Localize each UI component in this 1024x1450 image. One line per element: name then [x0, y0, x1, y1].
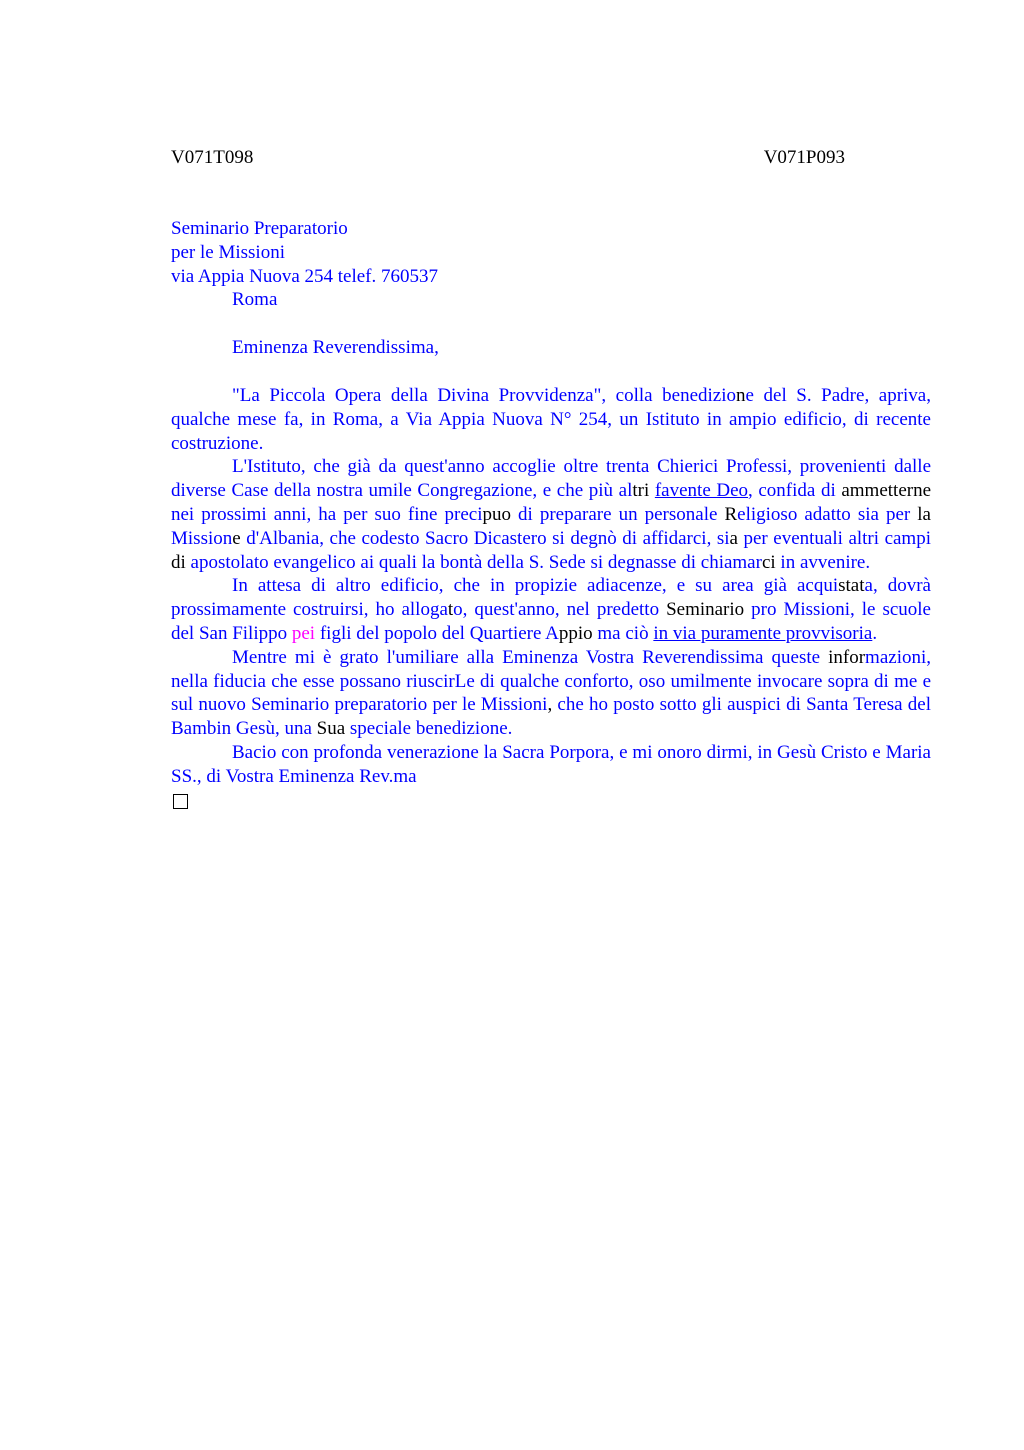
text-run: che ho posto sotto gli auspici di Santa Teresa del Bambin Gesù, una — [171, 694, 931, 740]
text-run: nei prossimi anni, ha per suo fine preci — [171, 503, 483, 525]
address-line: per le Missioni — [171, 241, 285, 263]
text-run: "La Piccola Opera della Divina Provvidenza", colla benedizio — [232, 384, 737, 406]
text-run: speciale benedizione. — [345, 718, 513, 740]
address-line: Seminario Preparatorio — [171, 218, 348, 239]
text-run: a, dovrà prossimamente costruirsi, ho alloga — [171, 575, 931, 621]
paragraph-5 — [171, 741, 931, 789]
text-run: eligioso adatto sia per — [737, 503, 918, 525]
text-run: Seminario — [666, 599, 745, 621]
paragraph-2 — [171, 455, 931, 574]
text-run: figli del popolo del Quartiere A — [315, 622, 559, 644]
reference-right: V071P093 — [763, 147, 845, 168]
reference-header — [171, 146, 845, 170]
text-run: Sua — [316, 718, 346, 740]
text-run: t — [447, 599, 454, 621]
text-run: Bacio con profonda venerazione la Sacra Porpora, e mi onoro dirmi, in Gesù Cristo e Maria SS., di Vostra Eminenza Rev.ma — [171, 741, 931, 787]
text-run: a — [729, 527, 738, 549]
underlined-phrase: favente Deo — [654, 480, 749, 502]
text-run: per eventuali altri campi — [737, 527, 931, 549]
address-line: via Appia Nuova 254 telef. 760537 — [171, 265, 439, 287]
text-run: io — [577, 622, 593, 644]
text-run: di — [171, 551, 186, 573]
paragraph-3 — [171, 574, 931, 645]
text-run: n — [736, 384, 746, 406]
text-run: la — [917, 503, 931, 525]
text-run: , — [547, 694, 553, 716]
highlighted-word: pei — [291, 622, 316, 644]
text-run: e del S. Padre, apriva, qualche mese fa, in Roma, a Via Appia Nuova N° 254, un Istituto in ampio edificio, di recente costruzione. — [171, 384, 931, 454]
text-run: ci — [761, 551, 776, 573]
address-city: Roma — [232, 289, 278, 311]
sender-address — [171, 217, 931, 312]
text-run: in avvenire. — [775, 551, 871, 573]
text-run: di preparare un personale — [510, 503, 725, 525]
text-run: e — [232, 527, 241, 549]
paragraph-4 — [171, 646, 931, 741]
text-run: pp — [558, 622, 578, 644]
text-run: Mission — [171, 527, 233, 549]
text-run: tri — [632, 480, 650, 502]
text-run: ammetterne — [841, 480, 932, 502]
text-run: mazioni, nella fiducia che esse possano riuscirLe di qualche conforto, oso umilmente invocare sopra di me e sul nuovo Seminario preparatorio per le Missioni — [171, 646, 931, 716]
text-run: puo — [482, 503, 511, 525]
text-run: , confida di — [748, 480, 836, 502]
document-page — [171, 146, 931, 809]
text-run: Mentre mi è grato l'umiliare alla Eminenza Vostra Reverendissima queste — [232, 646, 829, 668]
text-run: . — [872, 622, 878, 644]
paragraph-1 — [171, 384, 931, 455]
text-run: R — [724, 503, 738, 525]
text-run: apostolato evangelico ai quali la bontà della S. Sede si degnasse di chiamar — [185, 551, 762, 573]
text-run: pro Missioni, le scuole del San Filippo — [171, 599, 931, 644]
text-run: d'Albania, che codesto Sacro Dicastero si degnò di affidarci, si — [240, 527, 730, 549]
text-run: stat — [838, 575, 865, 597]
reference-left: V071T098 — [171, 147, 254, 168]
placeholder-box-icon — [173, 794, 188, 809]
text-run: L'Istituto, che già da quest'anno accoglie oltre trenta Chierici Professi, provenienti dalle diverse Case della nostra umile Congregazione, e che più al — [171, 456, 931, 502]
text-run: infor — [828, 646, 866, 668]
text-run: o, quest'anno, nel predetto — [453, 599, 667, 621]
salutation: Eminenza Reverendissima, — [232, 337, 439, 359]
text-run: ma ciò — [592, 622, 654, 644]
underlined-phrase: in via puramente provvisoria — [653, 622, 873, 644]
text-run: In attesa di altro edificio, che in propizie adiacenze, e su area già acqui — [232, 575, 839, 597]
